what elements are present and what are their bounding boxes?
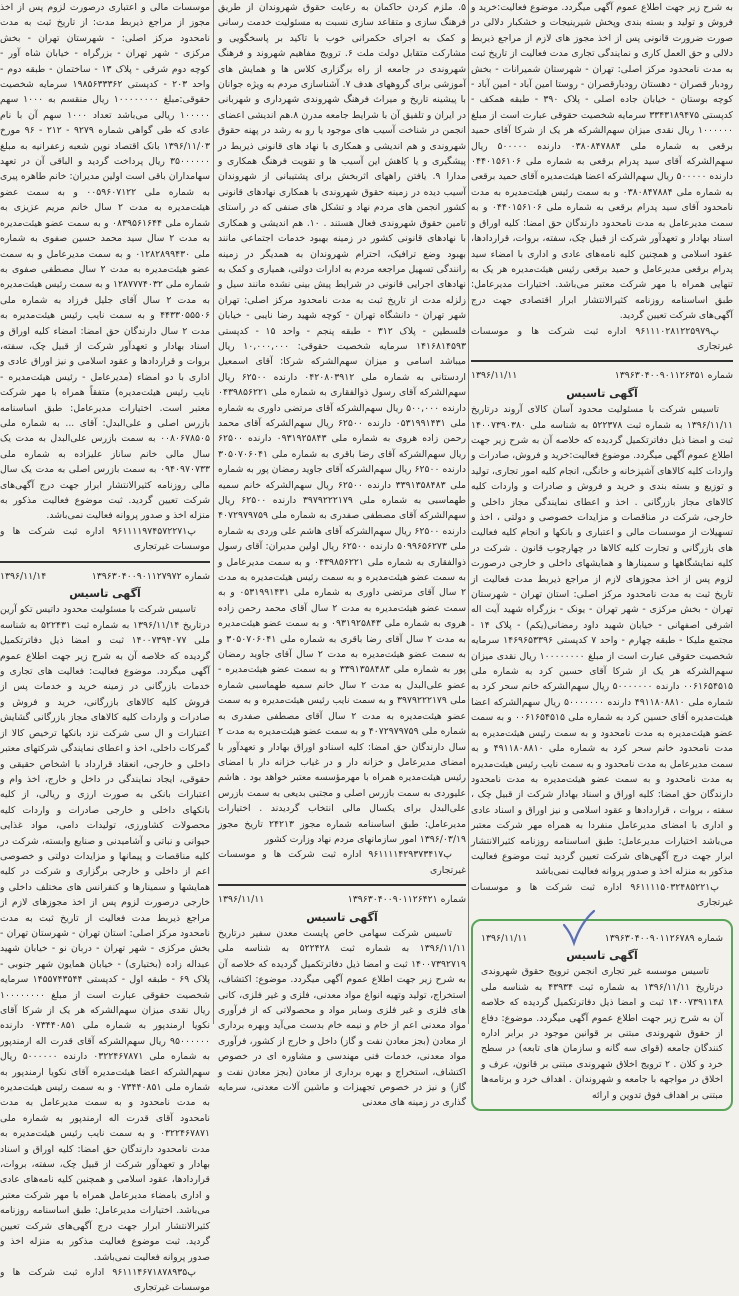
notice-body: ۵. ملزم کردن حاکمان به رعایت حقوق شهروندان از طریق فرهنگ سازی و متقاعد سازی نسبت به مسئولیت خدمت رسانی و کمک به اجرای حکمرانی خوب با تاکید بر پاسخگویی و مشارکت متقابل دولت ملت ۶. ترویج مفاهیم شهروند و فرهنگ شهروندی در جامعه از راه برگزاری کلاس ها و همایش های آموزشی برای گروههای هدف ۷. آشناسازی مردم به ویژه جوانان با پیشینه تاریخ و میراث فرهنگ شهروندی شهرداری و شهربانی در ایران و تلفیق آن با شرایط جامعه مدرن ۸.هم اندیشی اعضای انجمن در شناخت آسیب های موجود یا رو به رشد در پهنه حقوق شهروندی و هم اندیشی و همکاری با نهاد های قانونی ذیربط در پیشگیری و یا کاهش این آسیب ها و تقویت فرهنگ همکاری و مدارا ۹. یافتن راههای اثربخش برای پشتیبانی از شهروندان آسیب دیده در زمینه حقوق شهروندی با همکاری نهادهای قانونی کشور انجمن های مردم نهاد و تشکل های صنفی که در راستای تامین حقوق شهروندی فعال هستند . ۱۰. هم اندیشی و همکاری با نهادهای قانونی کشور در زمینه بهبود خدمات اجتماعی مانند بهبود وضع ترافیک، احترام شهروندان به همدیگر در زمینه رانندگی تسهیل مراجعه مردم به ادارات دولتی، همیاری و کمک به نهادهای اجرایی قانونی در شرایط پیش بینی نشده مانند سیل و زلزله مدت از تاریخ ثبت به مدت نامحدود مرکز اصلی: تهران شهر تهران - دانشگاه تهران - کوچه شهید رضا نایبی - خیابان فلسطین - پلاک ۳۱۲ - طبقه پنجم - واحد ۱۵ - کدپستی ۱۴۱۶۸۱۴۵۹۳ سرمایه شخصیت حقوقی: ۱۰,۰۰۰,۰۰۰ ریال میباشد اسامی و میزان سهم‌الشرکه شرکا: آقای اسمعیل اردستانی به شماره ملی ۰۴۲۰۸۰۳۹۱۲ دارنده ۶۲۵۰۰ ریال سهم‌الشرکه آقای رسول ذوالفقاری به شماره ملی ۰۴۳۹۸۵۶۲۲۱ دارنده ۵۰۰,۰۰۰ ریال سهم‌الشرکه آقای مرتضی داوری به شماره ملی ۰۵۳۱۹۹۱۴۳۱ دارنده ۶۲۵۰۰ ریال سهم‌الشرکه آقای محمد رحمن زاده هروی به شماره ملی ۰۹۳۱۹۲۵۸۴۳ دارنده ۶۲۵۰۰ ریال سهم‌الشرکه آقای رضا باقری به شماره ملی ۳۰۵۰۷۰۶۰۴۱ دارنده ۶۲۵۰۰ ریال سهم‌الشرکه آقای جاوید رمضان پور به شماره ملی ۳۳۹۱۳۵۸۴۸۳ دارنده ۶۲۵۰۰ ریال سهم‌الشرکه خانم سمیه طهماسبی به شماره ملی ۳۹۷۹۲۲۲۱۷۹ دارنده ۶۲۵۰۰ ریال سهم‌الشرکه آقای مصطفی صفدری به شماره ملی ۴۰۷۲۹۷۹۷۵۹ دارنده ۶۲۵۰۰ ریال سهم‌الشرکه آقای هاشم علی وردی به شماره ملی ۵۰۹۹۶۵۶۲۷۳ دارنده ۶۲۵۰۰ ریال اولین مدیران: آقای رسول ذوالفقاری به شماره ملی ۰۴۳۹۸۵۶۲۲۱ و به سمت مدیرعامل و به سمت عضو هیئت‌مدیره و به سمت رئیس هیئت‌مدیره به مدت ۲ سال آقای مرتضی داوری به شماره ملی ۰۵۳۱۹۹۱۴۳۱ و به سمت عضو هیئت‌مدیره به مدت ۲ سال آقای محمد رحمن زاده هروی به شماره ملی ۰۹۳۱۹۲۵۸۴۳ و به سمت عضو هیئت‌مدیره به مدت ۲ سال آقای رضا باقری به شماره ملی ۳۰۵۰۷۰۶۰۴۱ و به سمت عضو هیئت‌مدیره به مدت ۲ سال آقای جاوید رمضان پور به شماره ملی ۳۳۹۱۳۵۸۴۸۳ و به سمت عضو هیئت‌مدیره - عضو علی‌البدل به مدت ۲ سال خانم سمیه طهماسبی شماره ملی ۳۹۷۹۲۲۲۱۷۹ و به سمت نایب رئیس هیئت‌مدیره و به سمت عضو هیئت‌مدیره به مدت ۲ سال آقای مصطفی صفدری به شماره ملی ۴۰۷۲۹۷۹۷۵۹ و به سمت عضو هیئت‌مدیره به مدت ۲ سال دارندگان حق امضا: کلیه اسنادو اوراق بهادار و تعهدآور با امضای مدیرعامل و خزانه دار و در غیاب خزانه دار با امضای رئیس هیئت‌مدیره همراه با مهرمؤسسه معتبر خواهد بود . هاشم علیوردی به سمت بازرس اصلی و مجتبی بدیعی به سمت بازرس علی‌البدل برای یکسال مالی انتخاب گردیدند . اختیارات مدیرعامل: طبق اساسنامه شماره مجوز ۲۴۲۱۳ تاریخ مجوز ۱۳۹۶/۰۳/۱۹ امور سازمانهای مردم نهاد وزارت کشور xyxy=(218,2,467,845)
notice-number: شماره ۱۳۹۶۳۰۴۰۰۹۰۱۱۲۶۴۲۱ xyxy=(347,894,466,906)
separator xyxy=(218,884,466,886)
column-divider xyxy=(213,0,214,1024)
notice-header xyxy=(471,368,733,383)
notice-number: شماره ۱۳۹۶۳۰۴۰۰۹۰۱۱۲۷۹۷۲ xyxy=(91,570,210,582)
notice-date: ۱۳۹۶/۱۱/۱۱ xyxy=(471,370,518,382)
notice-title: آگهی تاسیس xyxy=(306,910,378,924)
checkmark-icon xyxy=(561,909,595,945)
notice-left-2 xyxy=(0,569,210,1296)
notice-header xyxy=(0,569,210,584)
notice-middle-2 xyxy=(218,892,466,1111)
notice-footer: پ۹۶۱۱۱۱۵۰۳۲۴۸۵۲۲۱ اداره ثبت شرکت ها و موسسات غیرتجاری xyxy=(471,881,733,909)
notice-footer: پ۹۶۱۱۱۱۹۷۴۵۷۲۲۷۱ اداره ثبت شرکت ها و موسسات غیرتجاری xyxy=(0,525,210,553)
notice-date: ۱۳۹۶/۱۱/۱۱ xyxy=(218,894,265,906)
notice-body: تاسیس شرکت با مسئولیت محدود آسان کالای آروند درتاریخ ۱۳۹۶/۱۱/۱۱ به شماره ثبت ۵۲۲۳۷۸ به شناسه ملی ۱۴۰۰۷۳۹۰۳۸۰ ثبت و امضا ذیل دفاترتکمیل گردیده که خلاصه آن به شرح زیر جهت اطلاع عموم آگهی میگردد. موضوع فعالیت:خرید و فروش، صادرات و واردات کلیه کالاهای آشپزخانه و خانگی، انجام کلیه امور تجاری، تولید و توزیع و بسته بندی و خرید و فروش و صادرات و واردات کلیه کالاهای مجاز بازرگانی . اخذ و اعطای نمایندگی مجاز داخلی و خارجی، شرکت در مناقصات و مزایدات خصوصی و دولتی ، اخذ و تسهیلات از موسسات مالی و اعتباری و بانکها و انجام کلیه فعالیت های بازرگانی و تجارت کلیه کالاها در چهارچوب قانون . شرکت در کلیه نمایشگاهها و سمینارها و همایشهای داخلی و خارجی درصورت لزوم پس از اخذ مجوزهای لازم از مراجع ذیربط مدت فعالیت از تاریخ ثبت به مدت نامحدود مرکز اصلی: استان تهران - شهرستان تهران - بخش مرکزی - شهر تهران - یونک - بزرگراه شهید آیت اله اشرفی اصفهانی - خیابان شهید داود رمضانی(یکم) - پلاک ۱۴ - مجتمع ملیکا - طبقه چهارم - واحد ۷ کدپستی ۱۴۶۹۶۵۳۳۹۶ سرمایه شخصیت حقوقی عبارت است از مبلغ ۱۰۰۰۰۰۰۰۰ ریال نقدی میزان سهم‌الشرکه هر یک از شرکا آقای حسین کرد به شماره ملی ۰۰۶۱۶۵۴۵۱۵ دارنده ۵۰۰۰۰۰۰۰ ریال سهم‌الشرکه خانم سحر کرد به شماره ملی ۴۹۱۱۸۰۸۸۱۰ دارنده ۵۰۰۰۰۰۰۰ ریال سهم‌الشرکه اعضا هیئت‌مدیره آقای حسین کرد به شماره ملی ۰۰۶۱۶۵۴۵۱۵ و به سمت عضو هیئت‌مدیره به مدت نامحدود و به سمت رئیس هیئت‌مدیره به مدت نامحدود خانم سحر کرد به شماره ملی ۴۹۱۱۸۰۸۸۱۰ و به سمت مدیرعامل به مدت نامحدود و به سمت نایب رئیس هیئت‌مدیره به مدت نامحدود و به سمت عضو هیئت‌مدیره به مدت نامحدود دارندگان حق امضا: کلیه اوراق و اسناد بهادار شرکت از قبیل چک ، سفته ، بروات ، قراردادها و عقود اسلامی و نیز اوراق و اسناد عادی و اداری با امضای مدیرعامل منفردا به همراه مهر شرکت معتبر می‌باشد اختیارات مدیرعامل: طبق اساسنامه روزنامه کثیرالانتشار ابرار جهت درج آگهی‌های شرکت تعیین گردید ثبت موضوع فعالیت مذکور به منزله اخذ و صدور پروانه فعالیت نمی‌باشد xyxy=(471,404,733,878)
notice-right-2 xyxy=(471,368,733,910)
column-right xyxy=(471,0,734,1101)
notice-footer: پ۹۶۱۱۱۴۶۷۱۸۷۸۹۳۵ اداره ثبت شرکت ها و موسسات غیرتجاری xyxy=(0,1266,210,1294)
notice-body: به شرح زیر جهت اطلاع عموم آگهی میگردد. موضوع فعالیت:خرید و فروش و تولید و بسته بندی وپخش شیرینیجات و خشکبار دلالی در صورت ضرورت قانونی پس از اخذ مجوز های لازم از مراجع ذیربط دلالی و حق العمل کاری و نمایندگی تجاری مدت فعالیت از تاریخ ثبت به مدت نامحدود مرکز اصلی: تهران - شهرستان شمیرانات - بخش رودبار قصران - دهستان رودبارقصران - روستا امین آباد - امین آباد - کوچه بوستان - خیابان جاده اصلی - پلاک ۳۹۰ - طبقه همکف - کدپستی ۳۳۴۳۱۸۹۴۷۵ سرمایه شخصیت حقوقی عبارت است از مبلغ ۱۰۰۰۰۰۰ ریال نقدی میزان سهم‌الشرکه هر یک از شرکا آقای حمید برقعی به شماره ملی ۰۳۸۰۸۴۷۸۸۴ دارنده ۵۰۰۰۰۰ ریال سهم‌الشرکه آقای سید پدرام برقعی به شماره ملی ۰۴۴۰۱۵۶۱۰۶ دارنده ۵۰۰۰۰۰ ریال سهم‌الشرکه اعضا هیئت‌مدیره آقای حمید برقعی به شماره ملی ۰۳۸۰۸۴۷۸۸۴ و به سمت رئیس هیئت‌مدیره به مدت نامحدود آقای سید پدرام برقعی به شماره ملی ۰۴۴۰۱۵۶۱۰۶ و به سمت مدیرعامل به مدت نامحدود دارندگان حق امضا: کلیه اوراق و اسناد بهادار و تعهدآور شرکت از قبیل چک، سفته، بروات، قراردادها، عقود اسلامی و همچنین کلیه نامه‌های عادی و اداری با امضاء سید پدرام برقعی مدیرعامل و حمید برقعی رئیس هیئت‌مدیره هر یک به تنهایی همراه با مهر شرکت معتبر می‌باشد. اختیارات مدیرعامل: طبق اساسنامه روزنامه کثیرالانتشار ابرار اقتصادی جهت درج آگهی‌های شرکت تعیین گردید. xyxy=(471,2,734,322)
notice-footer: پ۹۶۱۱۱۱۴۲۹۳۷۳۴۱۷ اداره ثبت شرکت ها و موسسات غیرتجاری xyxy=(218,849,466,876)
column-middle xyxy=(218,0,467,1109)
column-left xyxy=(0,0,211,1294)
separator xyxy=(0,561,210,563)
notice-body: تاسیس شرکت با مسئولیت محدود داتیس تکو آرین درتاریخ ۱۳۹۶/۱۱/۱۴ به شماره ثبت ۵۲۲۴۳۱ به شناسه ملی ۱۴۰۰۷۳۹۴۰۷۷ ثبت و امضا ذیل دفاترتکمیل گردیده که خلاصه آن به شرح زیر جهت اطلاع عموم آگهی میگردد. موضوع فعالیت: فعالیت های تجاری و خدمات بازرگانی در زمینه خرید و خدمات پس از فروش کلیه کالاهای بازرگانی، خرید و فروش و صادرات و واردات کلیه کالاهای مجاز بازرگانی گشایش اعتبارات و ال سی شرکت نزد بانکها ترخیص کالا از گمرکات داخلی، اخذ و اعطای نمایندگی شرکتهای معتبر داخلی و خارجی، انعقاد قرارداد با اشخاص حقیقی و حقوقی، ایجاد نمایندگی در داخل و خارج، اخذ وام و اعتبارات بانکی به صورت ارزی و ریالی، از کلیه بانکهای داخلی و خارجی صادرات و واردات کلیه محصولات کشاورزی، تولیدات دامی، مواد غذایی حیوانی و نباتی و آشامیدنی و صنایع وابسته، شرکت در کلیه مناقصات و پیمانها و مزایدات دولتی و خصوصی اعم از داخلی و خارجی برگزاری و شرکت در کلیه همایشها و سمینارها و کنفرانس های مختلف داخلی و خارجی درصورت لزوم پس از اخذ مجوزهای لازم از مراجع ذیربط مدت فعالیت از تاریخ ثبت به مدت نامحدود مرکز اصلی: استان تهران - شهرستان تهران - بخش مرکزی - شهر تهران - دربان نو - خیابان شهید عبداله زاده (بختیاری) - خیابان همایون شهر جنوبی - پلاک ۶۹ - طبقه اول - کدپستی ۱۴۵۵۷۴۳۵۴۴ سرمایه شخصیت حقوقی عبارت است از مبلغ ۱۰۰۰۰۰۰۰۰ ریال نقدی میزان سهم‌الشرکه هر یک از شرکا آقای نکویا ارمندپور به شماره ملی ۰۷۳۴۴۰۸۵۱ دارنده ۹۵۰۰۰۰۰۰ ریال سهم‌الشرکه آقای قدرت اله ارمندپور به شماره ملی ۰۳۲۲۴۶۷۸۷۱ دارنده ۵۰۰۰۰۰۰ ریال سهم‌الشرکه اعضا هیئت‌مدیره آقای نکویا ارمندپور به شماره ملی ۰۷۳۴۴۰۸۵۱ و به سمت رئیس هیئت‌مدیره به مدت نامحدود و به سمت مدیرعامل به مدت نامحدود آقای قدرت اله ارمندپور به شماره ملی ۰۳۲۲۴۶۷۸۷۱ و به سمت نایب رئیس هیئت‌مدیره به مدت نامحدود دارندگان حق امضا: کلیه اوراق و اسناد بهادار و تعهدآور شرکت از قبیل چک، سفته، بروات، قراردادها، عقود اسلامی و همچنین کلیه نامه‌های عادی و اداری بامضاء مدیرعامل همراه با مهر شرکت معتبر می‌باشد. اختیارات مدیرعامل: طبق اساسنامه روزنامه کثیرالانتشار ابرار جهت درج آگهی‌های شرکت تعیین گردید. ثبت موضوع فعالیت مذکور به منزله اخذ و صدور پروانه فعالیت نمی‌باشد. xyxy=(0,604,211,1263)
notice-title: آگهی تاسیس xyxy=(566,386,638,400)
notice-left-1 xyxy=(0,0,210,555)
separator xyxy=(471,360,733,362)
notice-body: تاسیس موسسه غیر تجاری انجمن ترویج حقوق شهروندی درتاریخ ۱۳۹۶/۱۱/۱۱ به شماره ثبت ۴۳۹۳۴ به شناسه ملی ۱۴۰۰۷۳۹۱۱۴۸ ثبت و امضا ذیل دفاترتکمیل گردیده که خلاصه آن به شرح زیر جهت اطلاع عموم آگهی میگردد. موضوع: دفاع از حقوق شهروندی مبتنی بر قوانین موجود در برابر اداره کنندگان جامعه (قوای سه گانه و سازمان های تابعه) در سطح خرد و کلان . ۲ ترویج اخلاق شهروندی مبتنی بر قانون، عرف و اخلاق در مواجهه با جامعه و شهروندان . اهداف خرد و برنامه‌ها مبتنی بر اهداف فوق تدوین و ارائه xyxy=(481,966,723,1101)
column-divider xyxy=(468,0,469,1024)
notice-number: شماره ۱۳۹۶۳۰۴۰۰۹۰۱۱۲۶۳۵۱ xyxy=(614,370,733,382)
notice-title: آگهی تاسیس xyxy=(566,948,638,962)
notice-middle-1 xyxy=(218,0,466,878)
notice-footer: پ۹۶۱۱۱۰۲۸۱۲۲۵۹۷۹ اداره ثبت شرکت ها و موسسات غیرتجاری xyxy=(471,325,733,352)
notice-date: ۱۳۹۶/۱۱/۱۴ xyxy=(0,570,47,582)
notice-date: ۱۳۹۶/۱۱/۱۱ xyxy=(481,932,528,944)
notice-body: موسسات مالی و اعتباری درصورت لزوم پس از اخذ مجوز از مراجع ذیربط مدت: از تاریخ ثبت به مدت نامحدود مرکز اصلی: - شهرستان تهران - بخش مرکزی - شهر تهران - بزرگراه - خیابان شاه آور - کوچه دوم شرقی - پلاک ۱۳ - ساختمان - طبقه دوم - واحد ۲۰۳ - کدپستی ۱۹۸۵۶۳۳۳۶۲ سرمایه شخصیت حقوقی:مبلغ ۱۰۰۰۰۰۰۰۰ ریال منقسم به ۱۰۰۰ سهم ۱۰۰۰۰۰ ریالی می‌باشد تعداد ۱۰۰۰ سهم آن با نام عادی که طی گواهی شماره ۹۲۷۹ - ۲۱۲ - ۹۶ مورخ ۱۳۹۶/۱۱/۰۳ بانک اقتصاد نوین شعبه زعفرانیه به مبلغ ۳۵۰۰۰۰۰۰ ریال پرداخت گردید و الباقی آن در تعهد سهامداران باقی است اولین مدیران: خانم طاهره پیری به شماره ملی ۰۰۵۹۶۰۷۱۲۲ و به سمت عضو هیئت‌مدیره به مدت ۲ سال خانم مریم عزیزی به شماره ملی ۰۸۳۹۵۶۱۶۴۴ و به سمت عضو هیئت‌مدیره به مدت ۲ سال سید محمد حسین صفوی به شماره ملی ۰۱۲۸۲۸۹۹۴۳۰ و به سمت مدیرعامل و به سمت عضو هیئت‌مدیره به مدت ۲ سال مصطفی صفوی به شماره ملی ۱۲۸۷۷۷۴۰۳۲ و به سمت رئیس هیئت‌مدیره به مدت ۲ سال آقای جلیل فرزاد به شماره ملی ۴۴۳۳۰۵۵۵۰۶ و به سمت نایب رئیس هیئت‌مدیره به مدت ۲ سال دارندگان حق امضا: امضاء کلیه اوراق و اسناد بهادار و تعهدآور شرکت از قبیل چک، سفته، بروات و قراردادها و عقود اسلامی و نیز اوراق عادی و اداری با دو امضاء (مدیرعامل - رئیس هیئت‌مدیره - نایب رئیس هیئت‌مدیره) متفقاً همراه با مهر شرکت معتبر است. اختیارات مدیرعامل: طبق اساسنامه بازرس اصلی و علی‌البدل: آقای ... به شماره ملی ۰۰۸۰۶۷۸۵۰۵ به سمت بازرس علی‌البدل به مدت یک سال مالی خانم ساناز علیزاده به شماره ملی ۰۹۴۰۹۷۰۷۳۳ به سمت بازرس اصلی به مدت یک سال مالی روزنامه کثیرالانتشار ابرار جهت درج آگهی‌های شرکت تعیین گردید. ثبت موضوع فعالیت مذکور به منزله اخذ و صدور پروانه فعالیت نمی‌باشد. xyxy=(0,2,211,522)
notice-right-1 xyxy=(471,0,733,354)
notice-body: تاسیس شرکت سهامی خاص پایست معدن سفیر درتاریخ ۱۳۹۶/۱۱/۱۱ به شماره ثبت ۵۲۲۴۲۸ به شناسه ملی ۱۴۰۰۷۳۹۲۷۱۹ ثبت و امضا ذیل دفاترتکمیل گردیده که خلاصه آن به شرح زیر جهت اطلاع عموم آگهی میگردد. موضوع: اکتشاف، استخراج، تولید وتهیه انواع مواد معدنی، فلزی و غیر فلزی، کانی های فلزی و غیر فلزی وسایر مواد و محصولاتی که از فرآوری مواد معدنی اعم از خام و نیمه خام بدست می‌آید وبهره برداری از معادن (بجز معادن نفت و گاز) داخل و خارج از کشور، فرآوری مواد معدنی، خدمات فنی مهندسی و مشاوره ای در خصوص اکتشاف، استخراج و بهره برداری از معادن (بجز معادن نفت و گاز) و نیز در خصوص تجهیزات و ماشین آلات معدنی، سرمایه گذاری در زمینه های معدنی xyxy=(218,927,466,1109)
notice-header xyxy=(481,931,723,946)
notice-right-3-highlighted xyxy=(471,919,733,1111)
notice-number: شماره ۱۳۹۶۳۰۴۰۰۹۰۱۱۲۶۷۸۹ xyxy=(604,932,723,944)
notice-title: آگهی تاسیس xyxy=(69,587,141,601)
notice-header xyxy=(218,892,466,907)
